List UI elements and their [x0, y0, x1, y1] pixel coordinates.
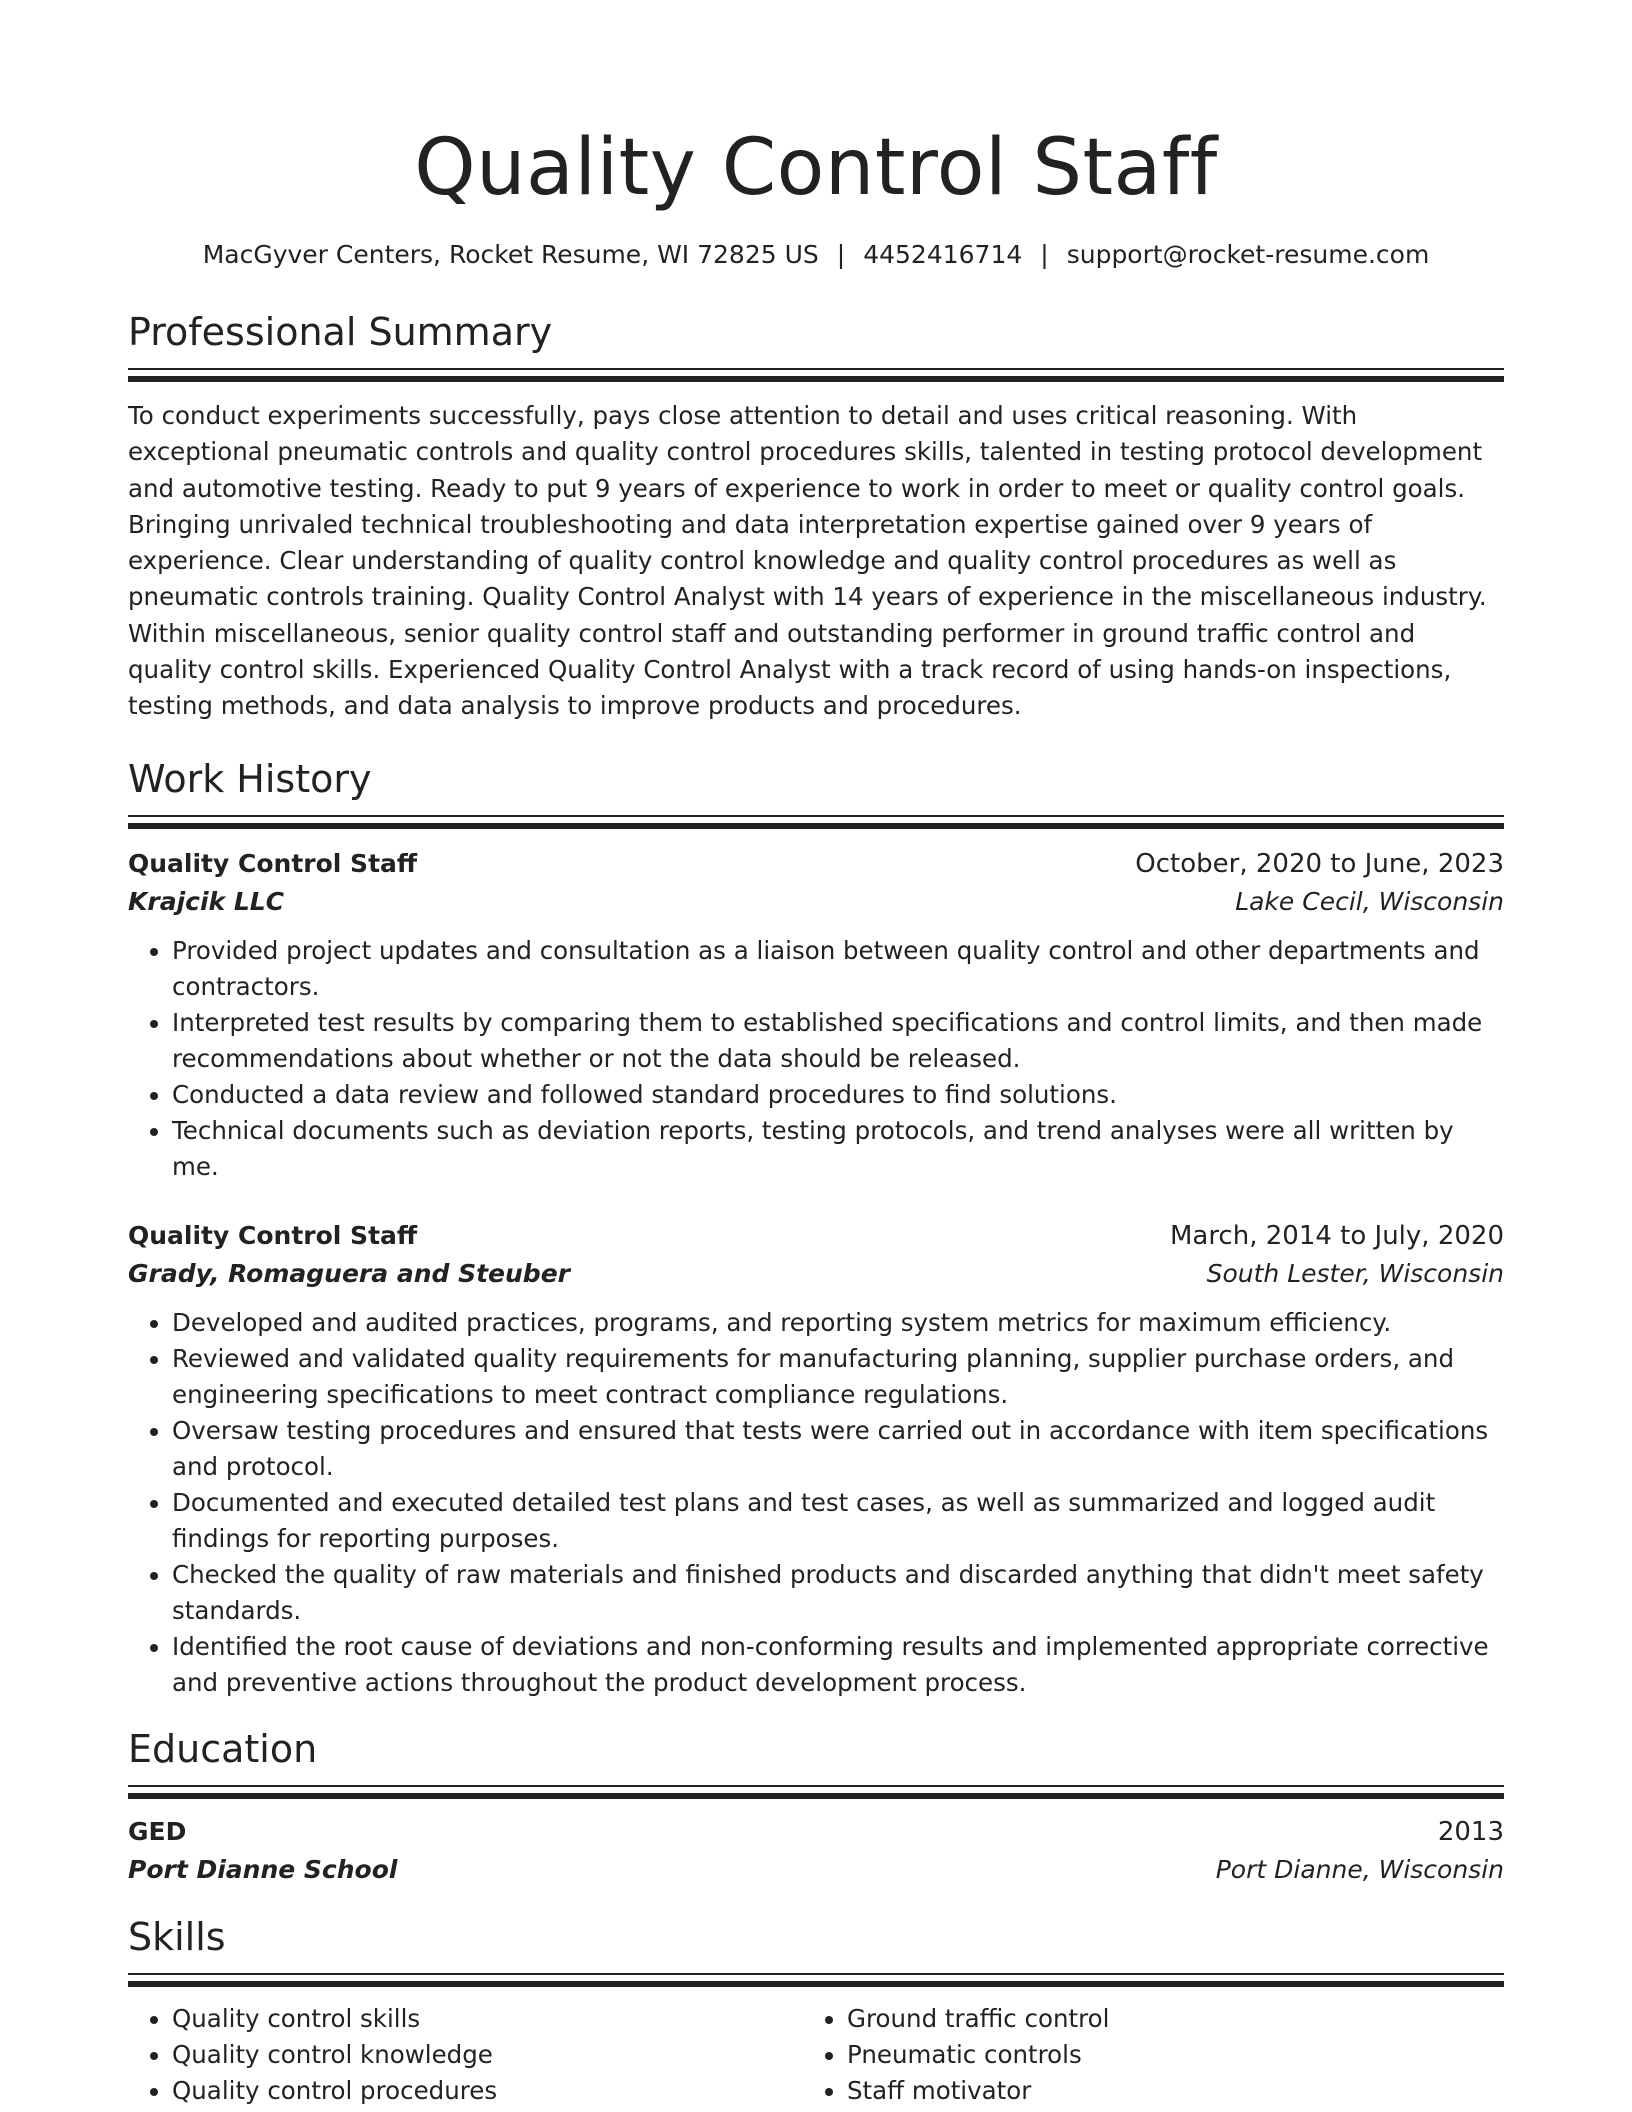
section-title-skills: Skills — [128, 1914, 226, 1959]
job-entry — [128, 1217, 1504, 1701]
job-header — [128, 845, 1504, 883]
summary-text: To conduct experiments successfully, pays close attention to detail and uses critical reasoning. With exceptional pneumatic controls and quality control procedures skills, talented in testing protocol development and automotive testing. Ready to put 9 years of experience to work in order to meet or quality control goals. Bringing unrivaled technical troubleshooting and data interpretation expertise gained over 9 years of experience. Clear understanding of quality control knowledge and quality control procedures as well as pneumatic controls training. Quality Control Analyst with 14 years of experience in the miscellaneous industry. Within miscellaneous, senior quality control staff and outstanding performer in ground traffic control and quality control skills. Experienced Quality Control Analyst with a track record of using hands-on inspections, testing methods, and data analysis to improve products and procedures. — [128, 401, 1487, 721]
job-bullet-list — [128, 933, 1504, 1185]
job-bullet: • Reviewed and validated quality requirements for manufacturing planning, supplier purchase orders, and engineering specifications to meet contract compliance regulations. — [172, 1341, 1504, 1413]
job-company: Grady, Romaguera and Steuber — [128, 1258, 570, 1288]
job-bullet: • Identified the root cause of deviations and non-conforming results and implemented appropriate corrective and preventive actions throughout the product development process. — [172, 1629, 1504, 1701]
section-title-education: Education — [128, 1726, 318, 1771]
skill-item: • Quality control skills — [172, 2001, 803, 2037]
skill-item: • Quality control procedures — [172, 2073, 803, 2109]
job-header — [128, 1217, 1504, 1255]
section-divider — [128, 1785, 1504, 1787]
job-location: South Lester, Wisconsin — [1206, 1258, 1504, 1288]
job-bullet: • Developed and audited practices, programs, and reporting system metrics for maximum efficiency. — [172, 1305, 1504, 1341]
section-divider — [128, 1973, 1504, 1975]
job-bullet: • Provided project updates and consultation as a liaison between quality control and other departments and contractors. — [172, 933, 1504, 1005]
job-dates: October, 2020 to June, 2023 — [1135, 848, 1504, 879]
skills-section — [128, 1911, 1504, 2109]
skills-column-left — [128, 2001, 803, 2109]
skill-item: • Quality control knowledge — [172, 2037, 803, 2073]
education-location: Port Dianne, Wisconsin — [1215, 1854, 1504, 1884]
contact-line — [128, 238, 1504, 272]
job-location: Lake Cecil, Wisconsin — [1235, 886, 1504, 916]
education-header — [128, 1813, 1504, 1851]
skills-column-right — [803, 2001, 1478, 2109]
section-divider — [128, 815, 1504, 817]
skill-item: • Staff motivator — [847, 2073, 1478, 2109]
education-entry — [128, 1813, 1504, 1889]
job-dates: March, 2014 to July, 2020 — [1169, 1220, 1504, 1251]
contact-phone: 4452416714 — [863, 240, 1023, 269]
summary-section — [128, 306, 1504, 725]
education-school: Port Dianne School — [128, 1854, 398, 1884]
job-company: Krajcik LLC — [128, 886, 285, 916]
job-bullet: • Interpreted test results by comparing them to established specifications and control limits, and then made recommendations about whether or not the data should be released. — [172, 1005, 1504, 1077]
skills-list — [128, 2001, 803, 2109]
section-divider-thick — [128, 823, 1504, 829]
section-divider-thick — [128, 376, 1504, 382]
section-divider-thick — [128, 1981, 1504, 1987]
contact-email: support@rocket-resume.com — [1066, 240, 1430, 269]
job-bullet: • Conducted a data review and followed standard procedures to find solutions. — [172, 1077, 1504, 1113]
section-title-summary: Professional Summary — [128, 310, 553, 354]
contact-separator: | — [1040, 240, 1049, 269]
job-subheader — [128, 883, 1504, 921]
skills-grid — [128, 2001, 1504, 2109]
education-year: 2013 — [1437, 1816, 1504, 1847]
skill-item: • Ground traffic control — [847, 2001, 1478, 2037]
job-title: Quality Control Staff — [128, 1220, 418, 1250]
job-bullet: • Checked the quality of raw materials and finished products and discarded anything that didn't meet safety standards. — [172, 1557, 1504, 1629]
skills-list — [803, 2001, 1478, 2109]
job-bullet-list — [128, 1305, 1504, 1701]
education-degree: GED — [128, 1816, 187, 1846]
section-title-work-history: Work History — [128, 756, 372, 801]
skill-item: • Pneumatic controls — [847, 2037, 1478, 2073]
work-history-section — [128, 753, 1504, 1701]
section-divider-thick — [128, 1793, 1504, 1799]
job-title: Quality Control Staff — [128, 848, 418, 878]
job-bullet: • Technical documents such as deviation reports, testing protocols, and trend analyses were all written by me. — [172, 1113, 1504, 1185]
contact-address: MacGyver Centers, Rocket Resume, WI 72825 US — [202, 240, 819, 269]
resume-name: Quality Control Staff — [414, 123, 1218, 213]
job-entry — [128, 845, 1504, 1185]
job-bullet: • Documented and executed detailed test plans and test cases, as well as summarized and logged audit findings for reporting purposes. — [172, 1485, 1504, 1557]
section-divider — [128, 368, 1504, 370]
contact-separator: | — [836, 240, 846, 269]
job-bullet: • Oversaw testing procedures and ensured that tests were carried out in accordance with item specifications and protocol. — [172, 1413, 1504, 1485]
education-subheader — [128, 1851, 1504, 1889]
education-section — [128, 1723, 1504, 1889]
job-subheader — [128, 1255, 1504, 1293]
